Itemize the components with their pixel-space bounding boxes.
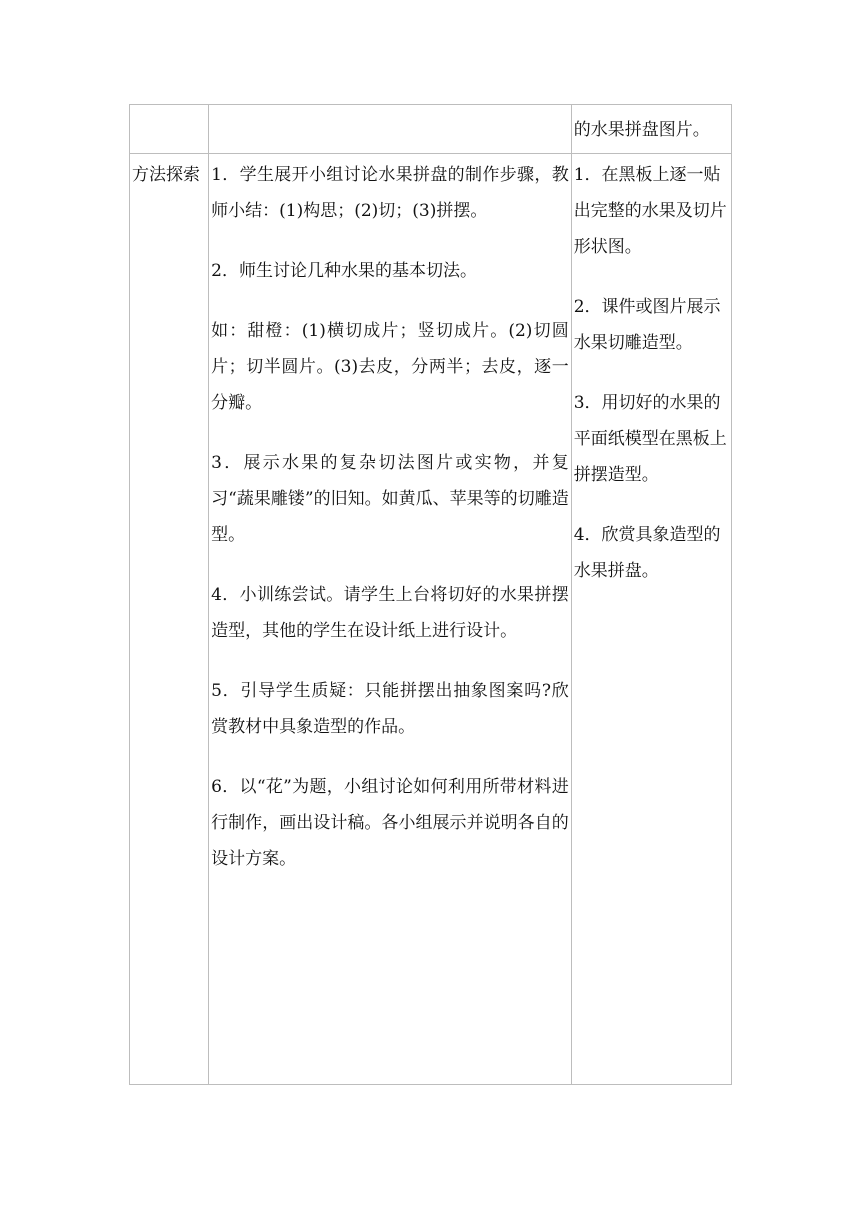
activity-paragraph: 1．学生展开小组讨论水果拼盘的制作步骤，教师小结：(1)构思；(2)切；(3)拼摆。 xyxy=(211,165,569,221)
student-activities-cell xyxy=(209,154,572,1085)
media-paragraph: 1．在黑板上逐一贴出完整的水果及切片形状图。 xyxy=(573,165,727,257)
section-label-cell xyxy=(130,154,209,1085)
teacher-media-cell xyxy=(571,154,731,1085)
cell-text xyxy=(130,105,208,112)
table-cell xyxy=(209,105,572,154)
table-cell xyxy=(571,105,731,154)
activity-paragraph: 5．引导学生质疑：只能拼摆出抽象图案吗?欣赏教材中具象造型的作品。 xyxy=(211,681,569,737)
activity-paragraph: 4．小训练尝试。请学生上台将切好的水果拼摆造型，其他的学生在设计纸上进行设计。 xyxy=(211,585,569,641)
activity-paragraph: 2．师生讨论几种水果的基本切法。 xyxy=(211,261,477,281)
media-paragraph: 3．用切好的水果的平面纸模型在黑板上拼摆造型。 xyxy=(573,393,727,485)
activity-paragraph: 如：甜橙：(1)横切成片；竖切成片。(2)切圆片；切半圆片。(3)去皮，分两半；去皮，逐一分瓣。 xyxy=(211,321,569,413)
section-label: 方法探索 xyxy=(132,165,200,185)
table-cell xyxy=(130,105,209,154)
media-paragraph: 4．欣赏具象造型的水果拼盘。 xyxy=(573,525,721,581)
table-row xyxy=(130,154,732,1085)
activity-paragraph: 3．展示水果的复杂切法图片或实物，并复习“蔬果雕镂”的旧知。如黄瓜、苹果等的切雕造型。 xyxy=(211,453,569,545)
lesson-plan-table xyxy=(129,104,732,1085)
table-row xyxy=(130,105,732,154)
cell-text: 的水果拼盘图片。 xyxy=(573,120,710,140)
media-paragraph: 2．课件或图片展示水果切雕造型。 xyxy=(573,297,721,353)
activity-paragraph: 6．以“花”为题，小组讨论如何利用所带材料进行制作，画出设计稿。各小组展示并说明各自的设计方案。 xyxy=(211,777,569,869)
cell-text xyxy=(209,105,571,112)
